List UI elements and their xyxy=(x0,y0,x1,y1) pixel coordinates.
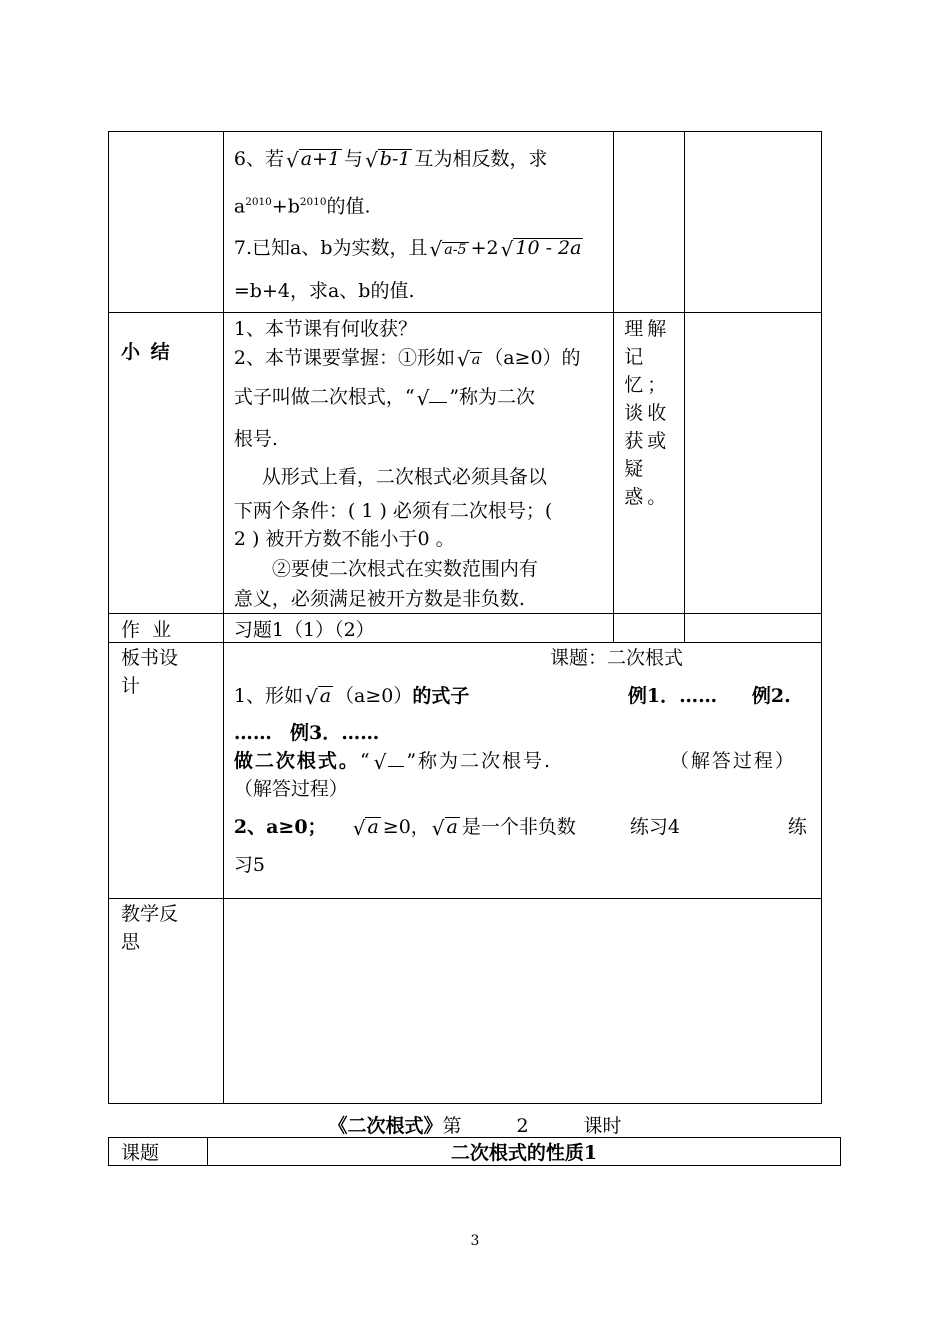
exercises-notes-cell xyxy=(685,132,822,313)
summary-content-cell xyxy=(223,313,613,614)
board-line2: …… 例3．…… xyxy=(233,722,380,745)
exercises-content-cell xyxy=(223,132,613,313)
summary-activity: 理解记忆；谈收获或疑惑。 xyxy=(614,313,685,614)
lesson2-table xyxy=(108,1137,841,1166)
exercises-row xyxy=(109,132,822,313)
summary-line1: 1、本节课有何收获？ xyxy=(233,318,417,341)
sqrt-10-minus-2a: √ 10 - 2a xyxy=(500,237,582,262)
homework-row xyxy=(109,614,822,643)
sqrt-a-board-2: √ a xyxy=(352,816,379,841)
summary-line8: ②要使二次根式在实数范围内有 xyxy=(271,558,538,581)
summary-line7: 2 ) 被开方数不能小于0 。 xyxy=(233,528,455,551)
sqrt-symbol: √ xyxy=(417,374,448,421)
exercises-label-cell xyxy=(109,132,224,313)
sqrt-symbol-board: √ xyxy=(374,746,405,777)
homework-label: 作 业 xyxy=(109,614,224,643)
lesson-number: 2 xyxy=(462,1115,584,1138)
homework-notes-cell xyxy=(685,614,822,643)
sqrt-a-board-3: √ a xyxy=(431,816,458,841)
reflection-row xyxy=(109,899,822,1104)
board-line1: 1、形如 √ a （a≥0）的式子 例1．…… 例2. xyxy=(234,673,813,720)
sqrt-a-minus-5: √ a-5 xyxy=(429,237,467,262)
board-line3: 做二次根式。“ √ ”称为二次根号. （解答过程） xyxy=(234,746,813,777)
question-6-line2: $a^{2010}+b^{2010}$的值. xyxy=(233,195,371,218)
homework-activity-cell xyxy=(614,614,685,643)
board-row xyxy=(109,643,822,899)
summary-row xyxy=(109,313,822,614)
summary-line4: 根号. xyxy=(233,428,278,451)
board-line5: 2、a≥0； √ a ≥0， √ a 是一个非负数 练习4 练 xyxy=(234,801,813,854)
topic-label: 课题 xyxy=(109,1138,208,1166)
homework-content: 习题1（1）（2） xyxy=(223,614,613,643)
summary-line6: 下两个条件：( 1 ) 必须有二次根号；( xyxy=(233,500,553,523)
sqrt-a-small: √ a xyxy=(456,347,481,372)
summary-label: 小 结 xyxy=(109,313,224,614)
summary-line3: 式子叫做二次根式，“ √ ”称为二次 xyxy=(234,374,605,421)
question-7: 7.已知a、b为实数，且 √ a-5 +2 √ 10 - 2a xyxy=(234,227,605,270)
summary-notes-cell xyxy=(685,313,822,614)
board-label: 板书设计 xyxy=(109,643,224,899)
exercises-activity-cell xyxy=(614,132,685,313)
page-number: 3 xyxy=(470,1233,480,1249)
lesson2-title: 《二次根式》第 2 课时 xyxy=(328,1115,622,1137)
reflection-label: 教学反思 xyxy=(109,899,224,1104)
question-7-line2: =b+4，求a、b的值. xyxy=(233,280,415,303)
sqrt-a-board: √ a xyxy=(304,685,332,710)
reflection-content-cell xyxy=(223,899,821,1104)
topic-value: 二次根式的性质1 xyxy=(207,1138,840,1166)
board-title: 课题：二次根式 xyxy=(549,647,683,670)
sqrt-a-plus-1: √ a+1 xyxy=(285,148,341,172)
board-line4: （解答过程） xyxy=(233,778,348,801)
summary-line5: 从形式上看，二次根式必须具备以 xyxy=(261,466,547,489)
summary-line2: 2、本节课要掌握：①形如 √ a （a≥0）的 xyxy=(234,343,605,374)
board-line6: 习5 xyxy=(233,854,265,877)
summary-line9: 意义，必须满足被开方数是非负数. xyxy=(233,588,525,611)
lesson2-topic-row xyxy=(109,1138,841,1166)
sqrt-b-minus-1: √ b-1 xyxy=(365,148,411,172)
question-6: 6、若 √ a+1 与 √ b-1 互为相反数，求 xyxy=(234,138,605,181)
board-content-cell xyxy=(223,643,821,899)
lesson-plan-table xyxy=(108,131,822,1104)
